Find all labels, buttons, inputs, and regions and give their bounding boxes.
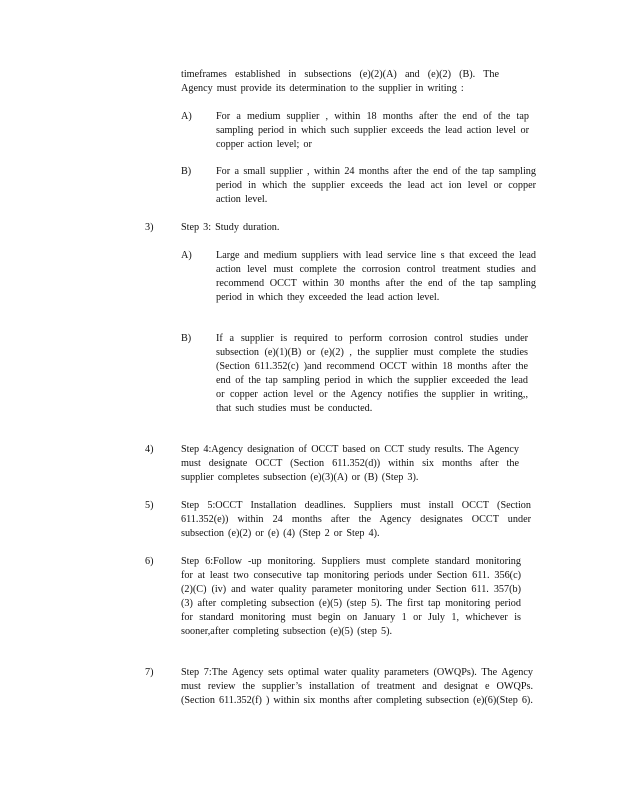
- item-label-5: 5): [145, 500, 154, 511]
- item-text-4: Step 4:Agency designation of OCCT based on CCT study results. The Agency must designate OCCT (Section 611.352(d)) within six months after the supplier completes subsection (e)(3)(A) or (B) (Step 3).: [181, 444, 519, 483]
- item-label-3: 3): [145, 222, 154, 233]
- item-text-3b: If a supplier is required to perform corrosion control studies under subsection (e)(1)(B) or (e)(2) , the supplier must complete the studies (Section 611.352(c) )and recommend OCCT within 18 months after the end of the tap sampling period in which the supplier exceeded the lead or copper action level or the Agency notifies the supplier in writing,, that such studies must be conducted.: [216, 333, 528, 414]
- item-label-2a: A): [181, 111, 192, 122]
- item-label-7: 7): [145, 667, 154, 678]
- item-text-2b: For a small supplier , within 24 months after the end of the tap sampling period in which the supplier exceeds the lead act ion level or copper action level.: [216, 166, 536, 205]
- item-text-6: Step 6:Follow -up monitoring. Suppliers must complete standard monitoring for at least two consecutive tap monitoring periods under Section 611. 356(c)(2)(C) (iv) and water quality parameter monitoring under Section 611. 357(b)(3) after completing subsection (e)(5) (step 5). The first tap monitoring period for standard monitoring must begin on January 1 or July 1, whichever is sooner,after completing subsection (e)(5) (step 5).: [181, 556, 521, 637]
- item-label-3a: A): [181, 250, 192, 261]
- item-text-3: Step 3: Study duration.: [181, 222, 280, 233]
- item-text-2a: For a medium supplier , within 18 months after the end of the tap sampling period in which such supplier exceeds the lead action level or copper action level; or: [216, 111, 529, 150]
- item-label-4: 4): [145, 444, 154, 455]
- item-label-3b: B): [181, 333, 192, 344]
- item-text-7: Step 7:The Agency sets optimal water quality parameters (OWQPs). The Agency must review the supplier’s installation of treatment and designat e OWQPs. (Section 611.352(f) ) within six months after completing subsection (e)(6)(Step 6).: [181, 667, 533, 706]
- item-label-6: 6): [145, 556, 154, 567]
- item-label-2b: B): [181, 166, 192, 177]
- intro-paragraph: timeframes established in subsections (e)(2)(A) and (e)(2) (B). The Agency must provide its determination to the supplier in writing :: [181, 69, 499, 94]
- item-text-5: Step 5:OCCT Installation deadlines. Suppliers must install OCCT (Section 611.352(e)) within 24 months after the Agency designates OCCT under subsection (e)(2) or (e) (4) (Step 2 or Step 4).: [181, 500, 531, 539]
- item-text-3a: Large and medium suppliers with lead service line s that exceed the lead action level must complete the corrosion control treatment studies and recommend OCCT within 30 months after the end of the tap sampling period in which they exceeded the lead action level.: [216, 250, 536, 303]
